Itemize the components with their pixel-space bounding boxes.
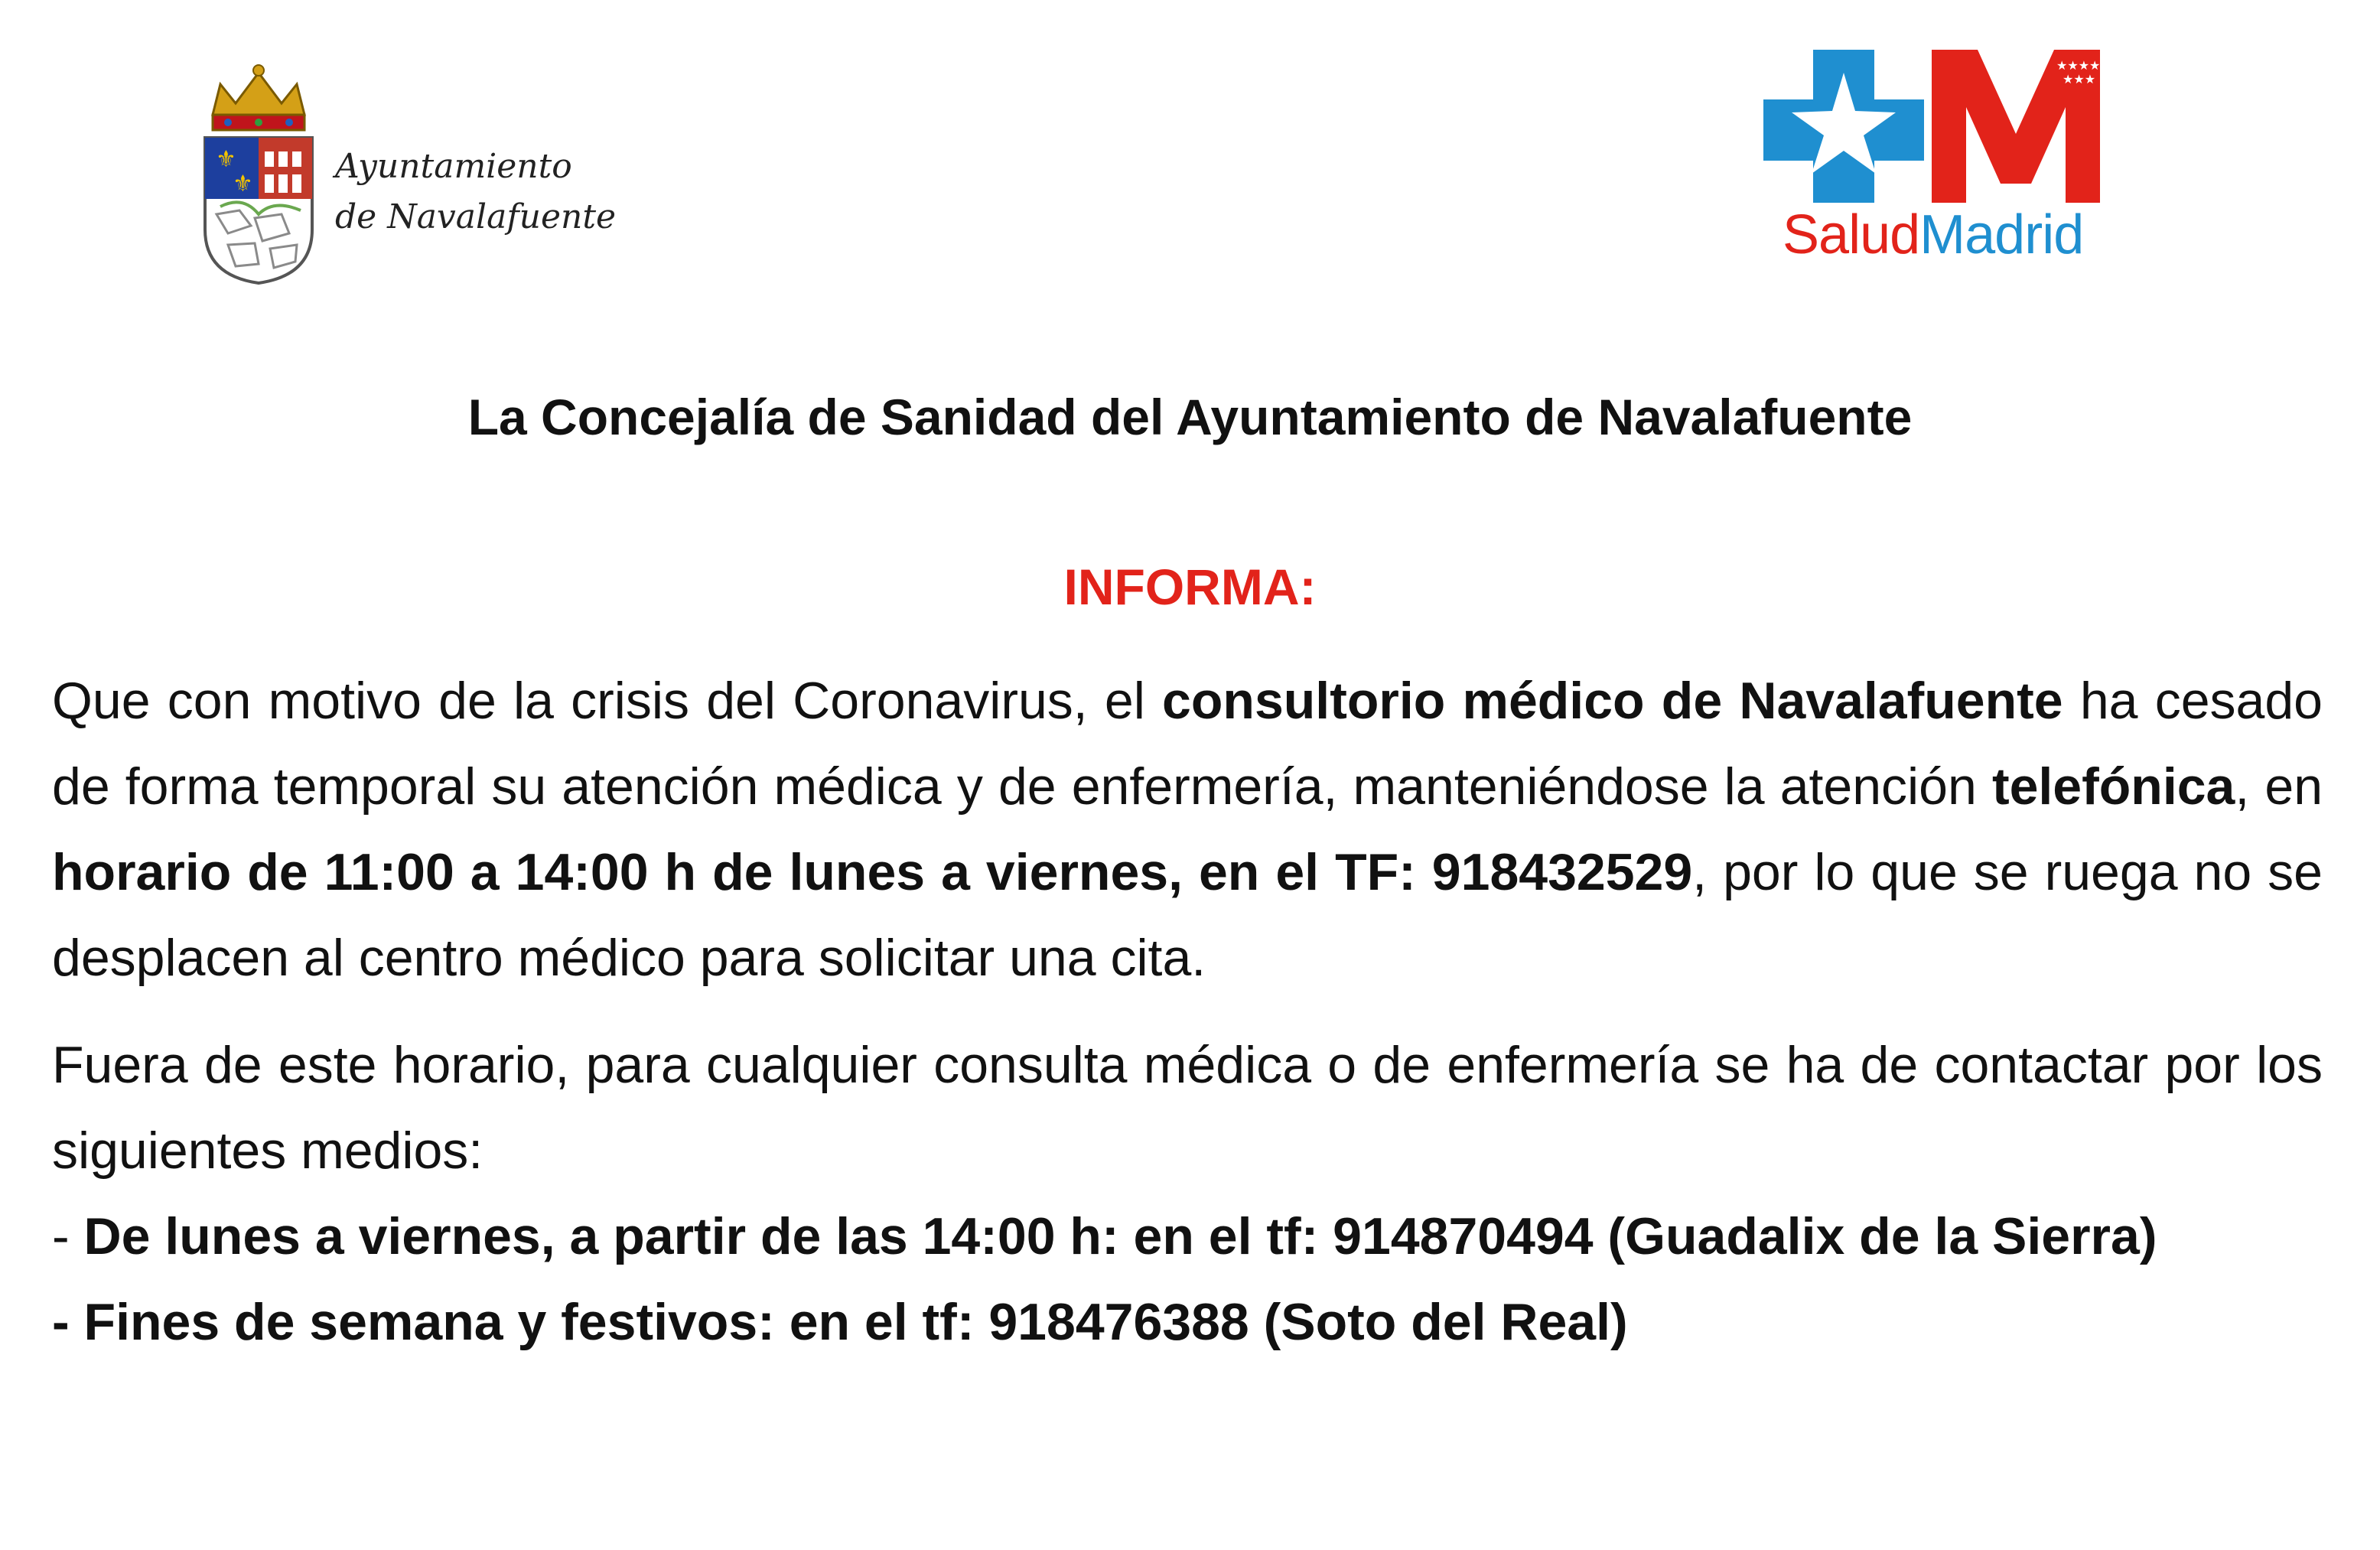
- contact-weekdays: [52, 1193, 2323, 1279]
- p1-bold-telefonica: telefónica: [1991, 757, 2235, 816]
- ayuntamiento-logo: [197, 61, 626, 291]
- contact-weekends: [52, 1279, 2323, 1365]
- paragraph-1: [52, 658, 2323, 1001]
- salud-madrid-emblem-icon: [1760, 42, 2127, 210]
- ayuntamiento-name: [335, 142, 616, 243]
- contact-weekends-text: - Fines de semana y festivos: en el tf: 918476388 (Soto del Real): [52, 1293, 1628, 1351]
- p1-text-2: ha cesado de forma temporal su atención médica y de enfermería, manteniéndose la atención: [52, 672, 2323, 816]
- salud-word: Salud: [1783, 204, 1920, 265]
- salud-madrid-logo: [1760, 42, 2142, 272]
- svg-text:★★★: ★★★: [2063, 72, 2096, 86]
- page-title: La Concejalía de Sanidad del Ayuntamiento de Navalafuente: [467, 389, 1913, 445]
- madrid-word: Madrid: [1919, 204, 2084, 265]
- paragraph-2: Fuera de este horario, para cualquier consulta médica o de enfermería se ha de contactar por los siguientes medios:: [52, 1036, 2323, 1180]
- p1-text-4: , por lo que se ruega no se desplacen al centro médico para solicitar una cita.: [52, 843, 2323, 987]
- p1-text-3: , en: [2235, 757, 2323, 816]
- informa-heading: INFORMA:: [1063, 558, 1317, 615]
- svg-text:⚜: ⚜: [233, 171, 253, 197]
- salud-madrid-wordmark: [1783, 204, 2083, 265]
- p1-text-1: Que con motivo de la crisis del Coronavirus, el: [52, 672, 1163, 730]
- svg-text:⚜: ⚜: [216, 146, 236, 173]
- contact-weekdays-dash: -: [52, 1207, 84, 1265]
- svg-text:★★★★: ★★★★: [2056, 58, 2101, 73]
- ayuntamiento-line1: Ayuntamiento: [335, 147, 572, 186]
- ayuntamiento-line2: de Navalafuente: [335, 197, 617, 236]
- p1-bold-horario: horario de 11:00 a 14:00 h de lunes a viernes, en el TF: 918432529: [52, 843, 1693, 901]
- p1-bold-consultorio: consultorio médico de Navalafuente: [1162, 672, 2063, 730]
- coat-of-arms-icon: [197, 61, 320, 287]
- notice-body: [52, 658, 2323, 1365]
- contact-weekdays-text: De lunes a viernes, a partir de las 14:00 h: en el tf: 914870494 (Guadalix de la Sierra): [83, 1207, 2157, 1265]
